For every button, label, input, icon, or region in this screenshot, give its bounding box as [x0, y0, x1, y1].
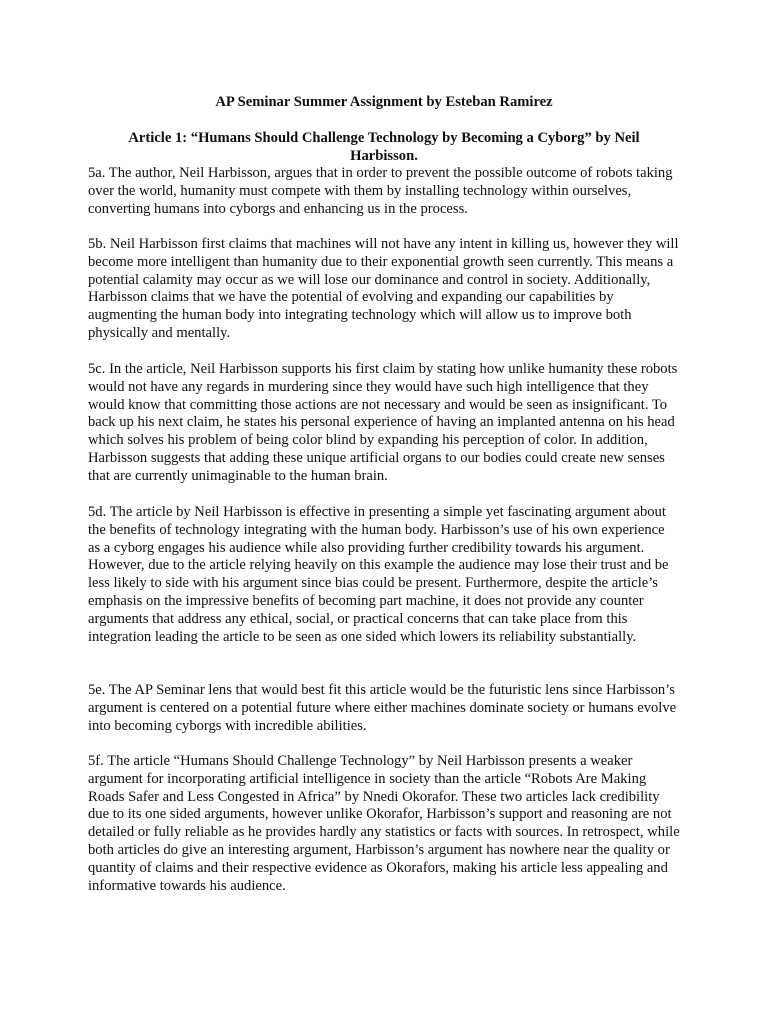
paragraph-5f: 5f. The article “Humans Should Challenge Technology” by Neil Harbisson presents a weaker argument for incorporating artificial intelligence in society than the article “Robots Are Making Roads Safer and Less Congested in Africa” by Nnedi Okorafor. These two articles lack credibility due to its one sided arguments, however unlike Okorafor, Harbisson’s support and reasoning are not detailed or fully reliable as he provides hardly any statistics or facts with sources. In retrospect, while both articles do give an interesting argument, Harbisson’s argument has nowhere near the quality or quantity of claims and their respective evidence as Okorafors, making his article less appealing and informative towards his audience.	[88, 753, 680, 894]
paragraph-5e: 5e. The AP Seminar lens that would best fit this article would be the futuristic lens since Harbisson’s argument is centered on a potential future where either machines dominate society or humans evolve into becoming cyborgs with incredible abilities.	[88, 682, 677, 734]
paragraph-5d: 5d. The article by Neil Harbisson is effective in presenting a simple yet fascinating argument about the benefits of technology integrating with the human body. Harbisson’s use of his own experience as a cyborg engages his audience while also providing further credibility towards his argument. However, due to the article relying heavily on this example the audience may lose their trust and be less likely to side with his argument since bias could be present. Furthermore, despite the article’s emphasis on the impressive benefits of becoming part machine, it does not provide any counter arguments that address any ethical, social, or practical concerns that can take place from this integration leading the article to be seen as one sided which lowers its reliability substantially.	[88, 504, 669, 645]
document-title: AP Seminar Summer Assignment by Esteban Ramirez	[215, 94, 553, 110]
paragraph-5c: 5c. In the article, Neil Harbisson supports his first claim by stating how unlike humanity these robots would not have any regards in murdering since they would have such high intelligence that they would know that committing those actions are not necessary and would be seen as insignificant. To back up his next claim, he states his personal experience of having an implanted antenna on his head which solves his problem of being color blind by expanding his perception of color. In addition, Harbisson suggests that adding these unique artificial organs to our bodies could create new senses that are currently unimaginable to the human brain.	[88, 361, 678, 484]
paragraph-5b: 5b. Neil Harbisson first claims that machines will not have any intent in killing us, however they will become more intelligent than humanity due to their exponential growth seen currently. This means a potential calamity may occur as we will lose our dominance and control in society. Additionally, Harbisson claims that we have the potential of evolving and expanding our capabilities by augmenting the human body into integrating technology which will allow us to improve both physically and mentally.	[88, 236, 679, 341]
paragraph-5a: 5a. The author, Neil Harbisson, argues that in order to prevent the possible outcome of robots taking over the world, humanity must compete with them by installing technology within ourselves, converting humans into cyborgs and enhancing us in the process.	[88, 165, 673, 217]
article-title: Article 1: “Humans Should Challenge Technology by Becoming a Cyborg” by Neil Harbisson.	[128, 130, 640, 164]
